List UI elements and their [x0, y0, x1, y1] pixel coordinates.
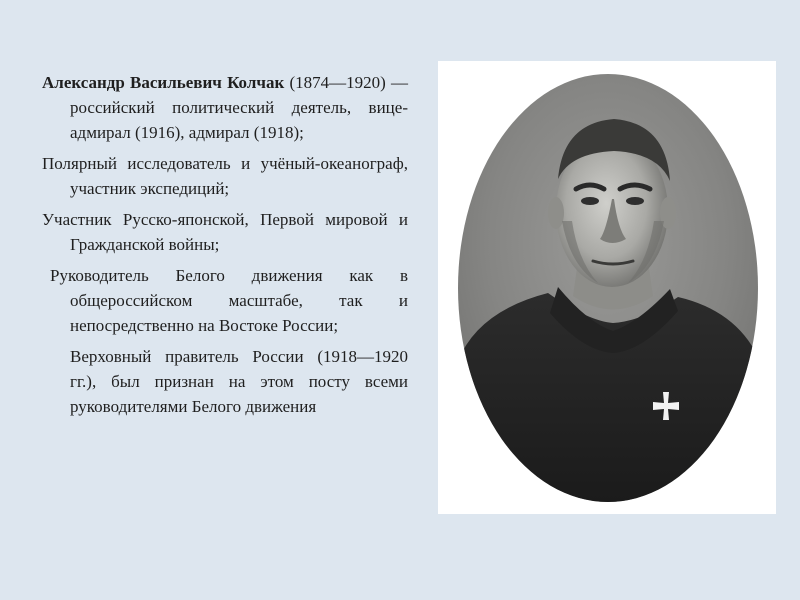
biography-text [42, 70, 408, 425]
portrait-frame [438, 61, 776, 514]
paragraph-supreme-ruler: Верховный правитель России (1918—1920 гг.), был признан на этом посту всеми руководителями Белого движения [70, 347, 408, 416]
paragraph-explorer: Полярный исследователь и учёный-океанограф, участник экспедиций; [42, 154, 408, 198]
intro-rest: (1874—1920) — российский политический деятель, вице-адмирал (1916), адмирал (1918); [70, 73, 408, 142]
paragraph-wars: Участник Русско-японской, Первой мировой и Гражданской войны; [42, 210, 408, 254]
paragraph-white-movement: Руководитель Белого движения как в общероссийском масштабе, так и непосредственно на Востоке России; [50, 266, 408, 335]
person-name: Александр Васильевич Колчак [42, 73, 285, 92]
portrait-photo-icon [438, 61, 776, 514]
paragraph-intro [42, 70, 408, 145]
